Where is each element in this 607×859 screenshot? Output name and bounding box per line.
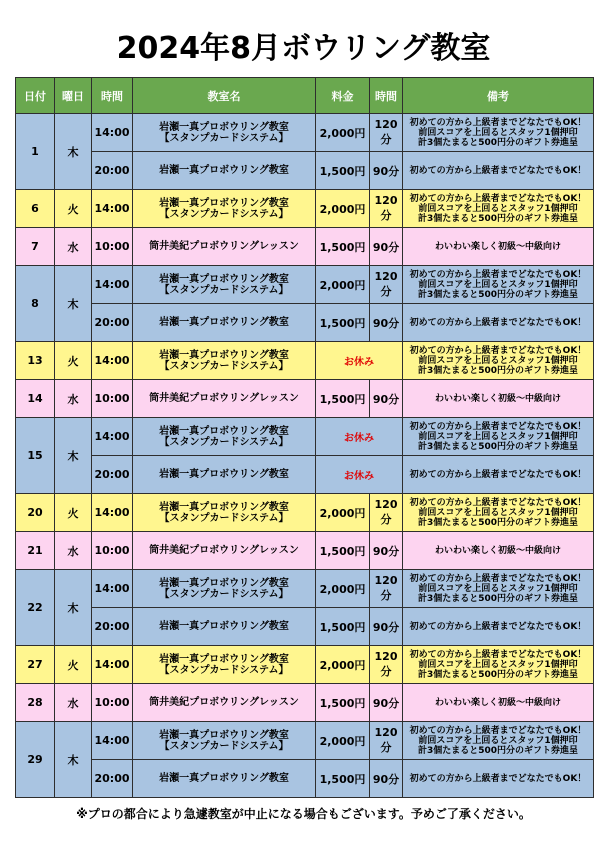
class-cell: 筒井美紀プロボウリングレッスン <box>133 684 316 722</box>
note-line: 初めての方から上級者までどなたでもOK！ <box>409 117 587 128</box>
table-header-row <box>16 78 594 114</box>
duration-cell: 90分 <box>370 304 403 342</box>
class-name: 岩瀬一真プロボウリング教室 <box>159 653 289 665</box>
class-subtitle: 【スタンプカードシステム】 <box>159 208 289 220</box>
class-subtitle: 【スタンプカードシステム】 <box>159 588 289 600</box>
time-cell: 14:00 <box>92 418 133 456</box>
note-cell: 初めての方から上級者までどなたでもOK！ <box>403 152 594 190</box>
class-subtitle: 【スタンプカードシステム】 <box>159 284 289 296</box>
fee-cell: 2,000円 <box>316 114 370 152</box>
class-name: 岩瀬一真プロボウリング教室 <box>159 273 289 285</box>
time-cell: 20:00 <box>92 456 133 494</box>
schedule-table <box>15 77 594 798</box>
duration-cell: 120分 <box>370 190 403 228</box>
class-subtitle: 【スタンプカードシステム】 <box>159 664 289 676</box>
fee-cell: 1,500円 <box>316 228 370 266</box>
time-cell: 10:00 <box>92 228 133 266</box>
note-line: 前回スコアを上回るとスタッフ1個押印 <box>418 203 578 214</box>
table-row <box>16 494 594 532</box>
time-cell: 10:00 <box>92 684 133 722</box>
fee-cell: 1,500円 <box>316 380 370 418</box>
table-row <box>16 152 594 190</box>
time-cell: 10:00 <box>92 380 133 418</box>
date-cell: 27 <box>16 646 55 684</box>
class-cell <box>133 570 316 608</box>
time-cell: 14:00 <box>92 266 133 304</box>
fee-cell: 2,000円 <box>316 494 370 532</box>
class-cell: 筒井美紀プロボウリングレッスン <box>133 228 316 266</box>
duration-cell: 90分 <box>370 152 403 190</box>
class-name: 岩瀬一真プロボウリング教室 <box>159 197 289 209</box>
note-line: 計3個たまると500円分のギフト券進呈 <box>417 289 579 300</box>
date-cell: 14 <box>16 380 55 418</box>
date-cell: 29 <box>16 722 55 798</box>
note-line: 前回スコアを上回るとスタッフ1個押印 <box>418 127 578 138</box>
date-cell: 20 <box>16 494 55 532</box>
page-title: 2024年8月ボウリング教室 <box>116 31 491 66</box>
table-row <box>16 114 594 152</box>
table-row <box>16 570 594 608</box>
class-cell <box>133 722 316 760</box>
class-cell <box>133 190 316 228</box>
note-cell: 初めての方から上級者までどなたでもOK！ <box>403 608 594 646</box>
note-line: 初めての方から上級者までどなたでもOK！ <box>409 269 587 280</box>
note-line: 初めての方から上級者までどなたでもOK！ <box>409 573 587 584</box>
class-name: 岩瀬一真プロボウリング教室 <box>159 729 289 741</box>
time-cell: 14:00 <box>92 646 133 684</box>
note-cell: 初めての方から上級者までどなたでもOK！ <box>403 304 594 342</box>
fee-cell: 1,500円 <box>316 532 370 570</box>
note-cell: わいわい楽しく初級～中級向け <box>403 532 594 570</box>
note-cell <box>403 722 594 760</box>
fee-cell: 1,500円 <box>316 304 370 342</box>
table-row <box>16 380 594 418</box>
day-cell: 木 <box>55 114 92 190</box>
duration-cell: 90分 <box>370 532 403 570</box>
duration-cell: 120分 <box>370 646 403 684</box>
class-cell <box>133 418 316 456</box>
note-cell <box>403 114 594 152</box>
note-line: 初めての方から上級者までどなたでもOK！ <box>409 345 587 356</box>
table-row <box>16 608 594 646</box>
day-cell: 火 <box>55 342 92 380</box>
fee-cell: 2,000円 <box>316 190 370 228</box>
note-line: 計3個たまると500円分のギフト券進呈 <box>417 137 579 148</box>
fee-cell: 2,000円 <box>316 722 370 760</box>
table-row <box>16 722 594 760</box>
note-line: 前回スコアを上回るとスタッフ1個押印 <box>418 279 578 290</box>
date-cell: 6 <box>16 190 55 228</box>
day-cell: 水 <box>55 684 92 722</box>
class-cell: 岩瀬一真プロボウリング教室 <box>133 760 316 798</box>
note-cell: 初めての方から上級者までどなたでもOK！ <box>403 456 594 494</box>
day-cell: 木 <box>55 570 92 646</box>
time-cell: 14:00 <box>92 190 133 228</box>
class-cell <box>133 114 316 152</box>
header-class: 教室名 <box>133 78 316 114</box>
fee-cell: 1,500円 <box>316 684 370 722</box>
note-line: 初めての方から上級者までどなたでもOK！ <box>409 421 587 432</box>
note-cell <box>403 266 594 304</box>
note-cell <box>403 342 594 380</box>
time-cell: 20:00 <box>92 304 133 342</box>
note-line: 計3個たまると500円分のギフト券進呈 <box>417 365 579 376</box>
table-row <box>16 760 594 798</box>
note-line: 初めての方から上級者までどなたでもOK！ <box>409 193 587 204</box>
header-notes: 備考 <box>403 78 594 114</box>
date-cell: 22 <box>16 570 55 646</box>
note-cell: 初めての方から上級者までどなたでもOK！ <box>403 760 594 798</box>
header-fee: 料金 <box>316 78 370 114</box>
day-cell: 火 <box>55 190 92 228</box>
footer-notice: ※プロの都合により急遽教室が中止になる場合もございます。予めご了承ください。 <box>76 807 531 821</box>
note-line: 計3個たまると500円分のギフト券進呈 <box>417 669 579 680</box>
note-line: 前回スコアを上回るとスタッフ1個押印 <box>418 735 578 746</box>
class-cell: 岩瀬一真プロボウリング教室 <box>133 304 316 342</box>
table-row <box>16 684 594 722</box>
date-cell: 1 <box>16 114 55 190</box>
date-cell: 7 <box>16 228 55 266</box>
time-cell: 14:00 <box>92 114 133 152</box>
note-line: 初めての方から上級者までどなたでもOK！ <box>409 649 587 660</box>
day-cell: 火 <box>55 646 92 684</box>
header-day: 曜日 <box>55 78 92 114</box>
fee-cell: 2,000円 <box>316 266 370 304</box>
class-subtitle: 【スタンプカードシステム】 <box>159 436 289 448</box>
day-cell: 木 <box>55 266 92 342</box>
closed-cell: お休み <box>316 418 403 456</box>
day-cell: 木 <box>55 418 92 494</box>
duration-cell: 120分 <box>370 114 403 152</box>
note-line: 計3個たまると500円分のギフト券進呈 <box>417 517 579 528</box>
date-cell: 8 <box>16 266 55 342</box>
note-line: 計3個たまると500円分のギフト券進呈 <box>417 441 579 452</box>
table-row <box>16 190 594 228</box>
class-cell: 筒井美紀プロボウリングレッスン <box>133 380 316 418</box>
time-cell: 20:00 <box>92 152 133 190</box>
date-cell: 15 <box>16 418 55 494</box>
note-line: 計3個たまると500円分のギフト券進呈 <box>417 593 579 604</box>
date-cell: 13 <box>16 342 55 380</box>
note-cell <box>403 418 594 456</box>
day-cell: 木 <box>55 722 92 798</box>
duration-cell: 90分 <box>370 684 403 722</box>
fee-cell: 2,000円 <box>316 570 370 608</box>
fee-cell: 1,500円 <box>316 760 370 798</box>
class-name: 岩瀬一真プロボウリング教室 <box>159 349 289 361</box>
duration-cell: 90分 <box>370 760 403 798</box>
day-cell: 水 <box>55 380 92 418</box>
note-cell <box>403 190 594 228</box>
date-cell: 28 <box>16 684 55 722</box>
note-line: 初めての方から上級者までどなたでもOK！ <box>409 497 587 508</box>
class-subtitle: 【スタンプカードシステム】 <box>159 360 289 372</box>
class-cell <box>133 342 316 380</box>
note-line: 計3個たまると500円分のギフト券進呈 <box>417 745 579 756</box>
table-row <box>16 532 594 570</box>
header-date: 日付 <box>16 78 55 114</box>
fee-cell: 1,500円 <box>316 608 370 646</box>
note-line: 前回スコアを上回るとスタッフ1個押印 <box>418 355 578 366</box>
class-cell: 岩瀬一真プロボウリング教室 <box>133 456 316 494</box>
time-cell: 20:00 <box>92 608 133 646</box>
header-duration: 時間 <box>370 78 403 114</box>
class-cell: 岩瀬一真プロボウリング教室 <box>133 608 316 646</box>
class-cell: 岩瀬一真プロボウリング教室 <box>133 152 316 190</box>
note-line: 前回スコアを上回るとスタッフ1個押印 <box>418 659 578 670</box>
table-row <box>16 266 594 304</box>
note-line: 初めての方から上級者までどなたでもOK！ <box>409 725 587 736</box>
class-name: 岩瀬一真プロボウリング教室 <box>159 577 289 589</box>
class-name: 岩瀬一真プロボウリング教室 <box>159 425 289 437</box>
table-row <box>16 418 594 456</box>
duration-cell: 90分 <box>370 380 403 418</box>
time-cell: 14:00 <box>92 494 133 532</box>
class-subtitle: 【スタンプカードシステム】 <box>159 132 289 144</box>
table-row <box>16 342 594 380</box>
note-cell <box>403 494 594 532</box>
closed-cell: お休み <box>316 456 403 494</box>
class-name: 岩瀬一真プロボウリング教室 <box>159 121 289 133</box>
day-cell: 水 <box>55 532 92 570</box>
duration-cell: 90分 <box>370 608 403 646</box>
note-line: 前回スコアを上回るとスタッフ1個押印 <box>418 583 578 594</box>
note-cell <box>403 570 594 608</box>
day-cell: 火 <box>55 494 92 532</box>
fee-cell: 2,000円 <box>316 646 370 684</box>
time-cell: 14:00 <box>92 342 133 380</box>
note-cell: わいわい楽しく初級～中級向け <box>403 380 594 418</box>
table-row <box>16 304 594 342</box>
class-cell <box>133 494 316 532</box>
duration-cell: 120分 <box>370 266 403 304</box>
note-cell <box>403 646 594 684</box>
note-cell: わいわい楽しく初級～中級向け <box>403 228 594 266</box>
header-time: 時間 <box>92 78 133 114</box>
class-cell <box>133 646 316 684</box>
class-subtitle: 【スタンプカードシステム】 <box>159 740 289 752</box>
note-line: 計3個たまると500円分のギフト券進呈 <box>417 213 579 224</box>
date-cell: 21 <box>16 532 55 570</box>
fee-cell: 1,500円 <box>316 152 370 190</box>
duration-cell: 120分 <box>370 494 403 532</box>
note-line: 前回スコアを上回るとスタッフ1個押印 <box>418 431 578 442</box>
table-row <box>16 228 594 266</box>
note-cell: わいわい楽しく初級～中級向け <box>403 684 594 722</box>
table-row <box>16 646 594 684</box>
duration-cell: 90分 <box>370 228 403 266</box>
class-subtitle: 【スタンプカードシステム】 <box>159 512 289 524</box>
day-cell: 水 <box>55 228 92 266</box>
time-cell: 10:00 <box>92 532 133 570</box>
closed-cell: お休み <box>316 342 403 380</box>
duration-cell: 120分 <box>370 570 403 608</box>
duration-cell: 120分 <box>370 722 403 760</box>
class-cell <box>133 266 316 304</box>
note-line: 前回スコアを上回るとスタッフ1個押印 <box>418 507 578 518</box>
table-row <box>16 456 594 494</box>
time-cell: 14:00 <box>92 722 133 760</box>
time-cell: 14:00 <box>92 570 133 608</box>
class-cell: 筒井美紀プロボウリングレッスン <box>133 532 316 570</box>
class-name: 岩瀬一真プロボウリング教室 <box>159 501 289 513</box>
time-cell: 20:00 <box>92 760 133 798</box>
